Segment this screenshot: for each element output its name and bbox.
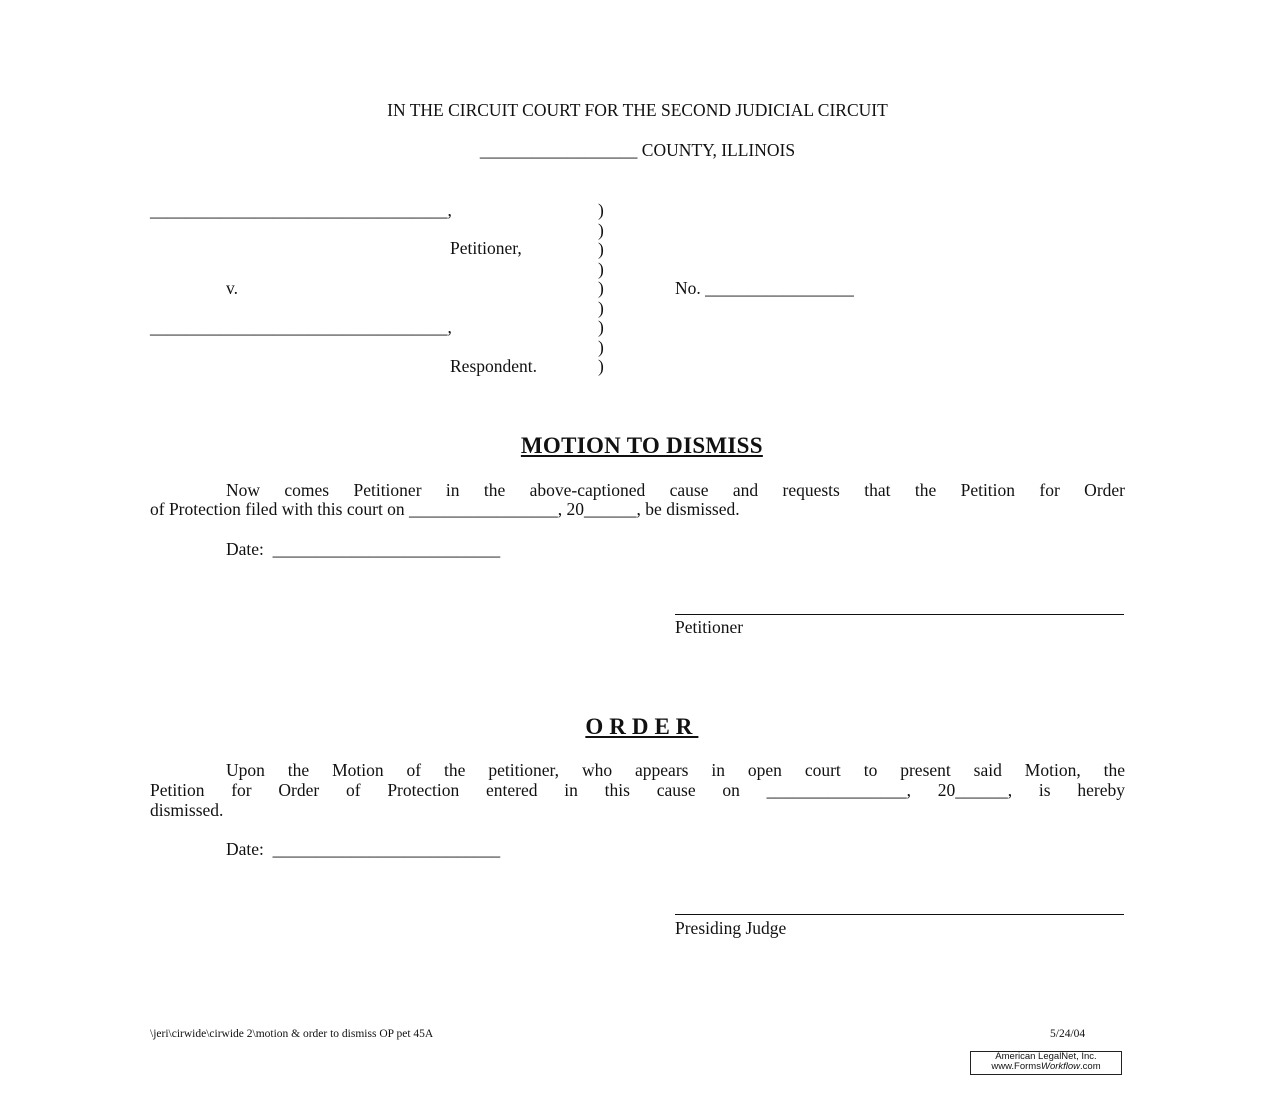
motion-body	[150, 480, 1125, 500]
order-body-line: Upon the Motion of the petitioner, who appears in open court to present said Motion, the	[226, 760, 1125, 780]
motion-body-line: Now comes Petitioner in the above-captioned cause and requests that the Petition for Order	[226, 480, 1125, 500]
caption-paren: )	[598, 239, 604, 259]
motion-date-field: Date: __________________________	[226, 539, 501, 559]
logo-line-1: American LegalNet, Inc.	[995, 1051, 1097, 1062]
american-legalnet-logo	[970, 1051, 1122, 1075]
order-title: ORDER	[585, 714, 699, 739]
respondent-label: Respondent.	[450, 356, 538, 376]
footer-file-path: \jeri\cirwide\cirwide 2\motion & order to dismiss OP pet 45A	[150, 1028, 434, 1040]
county-line: __________________ COUNTY, ILLINOIS	[479, 140, 796, 160]
order-body-line: dismissed.	[150, 800, 224, 820]
order-body	[150, 780, 1125, 800]
caption-paren: )	[598, 200, 604, 220]
order-body-line: Petition for Order of Protection entered in this cause on ________________, 20______, is hereby	[150, 780, 1125, 800]
versus-label: v.	[226, 278, 238, 298]
motion-title: MOTION TO DISMISS	[520, 433, 763, 458]
case-number-field: No. _________________	[675, 278, 854, 298]
caption-paren: )	[598, 278, 604, 298]
judge-signature-label: Presiding Judge	[675, 918, 787, 938]
order-body	[150, 760, 1125, 780]
caption-paren: )	[598, 336, 604, 357]
judge-signature-line	[675, 914, 1124, 915]
motion-body-line: of Protection filed with this court on _________________, 20______, be dismissed.	[150, 499, 740, 519]
petitioner-signature-label: Petitioner	[675, 617, 744, 637]
caption-paren: )	[598, 317, 604, 337]
caption-paren: )	[598, 219, 604, 240]
caption-paren: )	[598, 297, 604, 318]
petitioner-signature-line	[675, 614, 1124, 615]
respondent-name-field: __________________________________,	[150, 317, 452, 337]
logo-line-2: www.FormsWorkflow.com	[991, 1061, 1101, 1072]
petitioner-name-field: __________________________________,	[150, 200, 452, 220]
order-date-field: Date: __________________________	[226, 839, 501, 859]
caption-paren: )	[598, 258, 604, 279]
caption-paren: )	[598, 356, 604, 376]
petitioner-label: Petitioner,	[450, 238, 522, 258]
footer-date: 5/24/04	[1050, 1028, 1086, 1040]
court-heading: IN THE CIRCUIT COURT FOR THE SECOND JUDICIAL CIRCUIT	[387, 100, 888, 120]
